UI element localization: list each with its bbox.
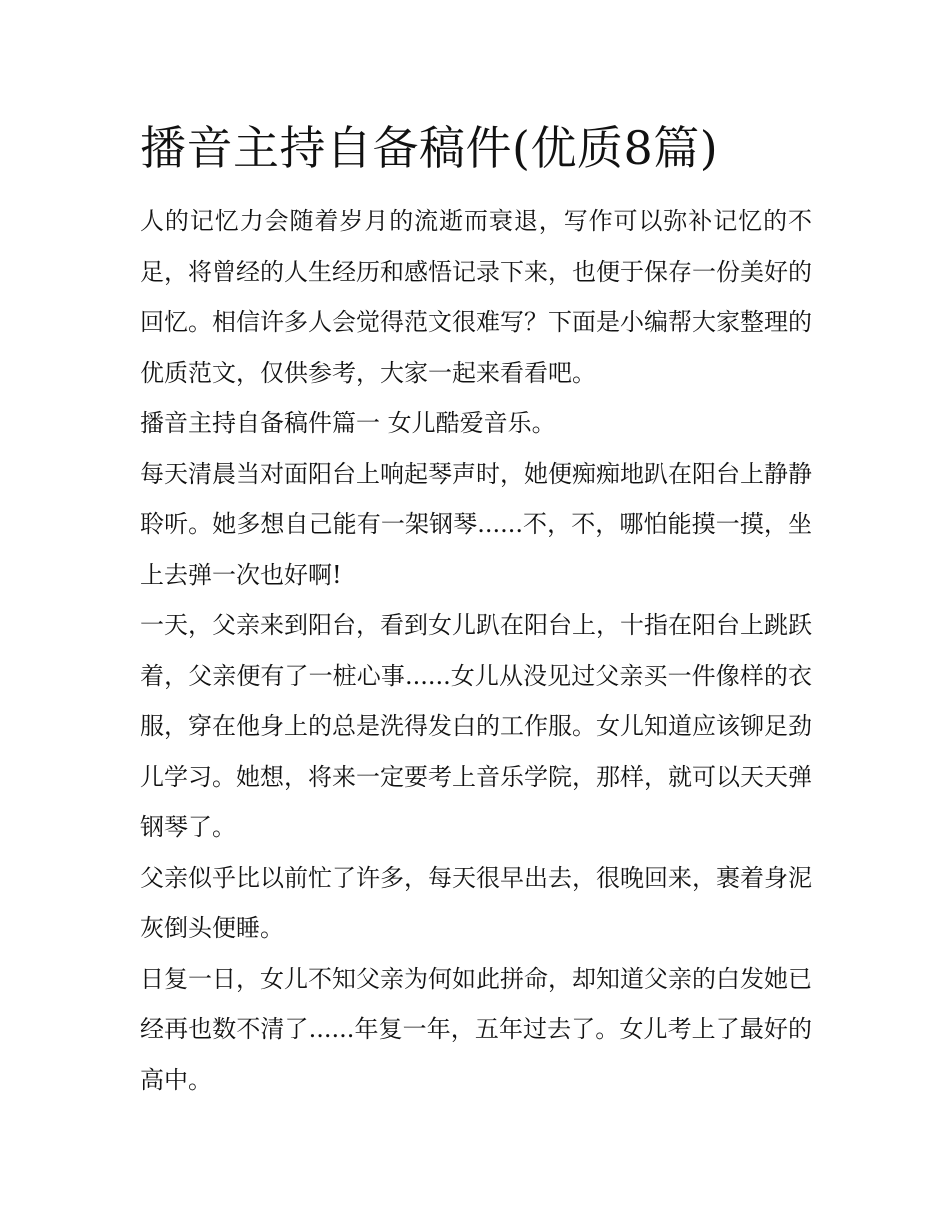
paragraph: 一天，父亲来到阳台，看到女儿趴在阳台上，十指在阳台上跳跃着，父亲便有了一桩心事......女儿从没见过父亲买一件像样的衣服，穿在他身上的总是洗得发白的工作服。女儿知道应该铆足劲儿学习。她想，将来一定要考上音乐学院，那样，就可以天天弹钢琴了。 bbox=[140, 611, 812, 841]
document-title: 播音主持自备稿件(优质8篇) bbox=[140, 121, 719, 175]
paragraph-intro: 人的记忆力会随着岁月的流逝而衰退，写作可以弥补记忆的不足，将曾经的人生经历和感悟记录下来，也便于保存一份美好的回忆。相信许多人会觉得范文很难写？下面是小编帮大家整理的优质范文，仅供参考，大家一起来看看吧。 bbox=[140, 207, 812, 387]
document-body bbox=[140, 196, 812, 1105]
paragraph: 每天清晨当对面阳台上响起琴声时，她便痴痴地趴在阳台上静静聆听。她多想自己能有一架钢琴......不，不，哪怕能摸一摸，坐上去弹一次也好啊! bbox=[140, 459, 812, 589]
paragraph: 日复一日，女儿不知父亲为何如此拼命，却知道父亲的白发她已经再也数不清了......年复一年，五年过去了。女儿考上了最好的高中。 bbox=[140, 964, 812, 1094]
paragraph: 父亲似乎比以前忙了许多，每天很早出去，很晚回来，裹着身泥灰倒头便睡。 bbox=[140, 863, 812, 942]
paragraph-section-heading: 播音主持自备稿件篇一 女儿酷爱音乐。 bbox=[140, 409, 556, 437]
